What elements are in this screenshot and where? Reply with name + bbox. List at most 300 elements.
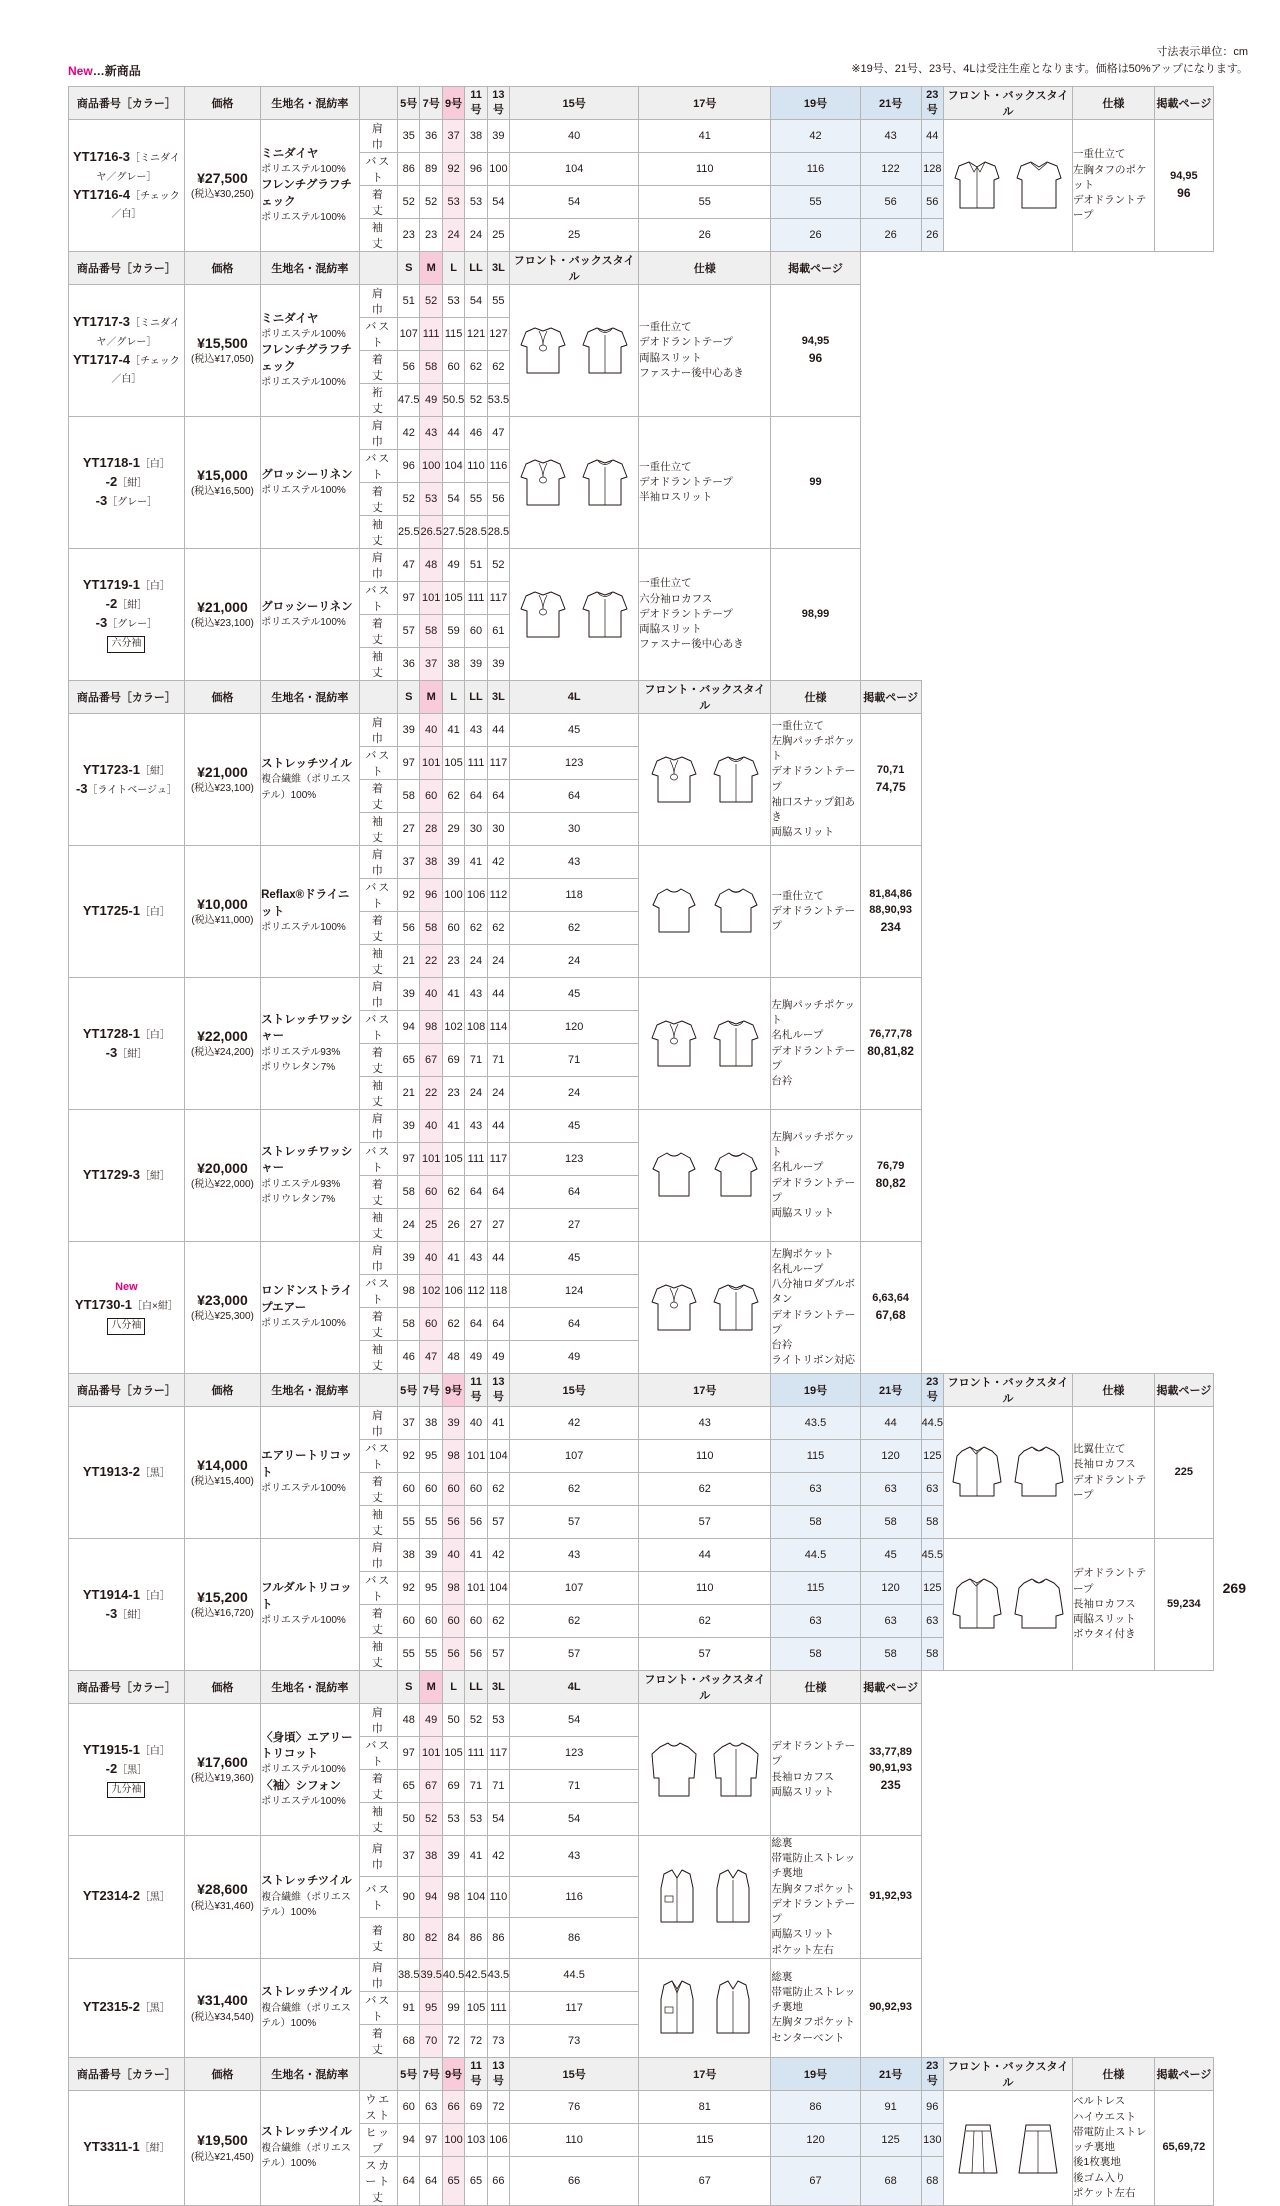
measure-label: 肩 巾 xyxy=(359,1242,397,1275)
page-ref[interactable]: 94,95 xyxy=(801,334,830,347)
page-ref[interactable]: 225 xyxy=(1174,1465,1194,1478)
spec-cell xyxy=(639,285,771,417)
fabric-cell xyxy=(261,2090,359,2205)
measure-value: 120 xyxy=(860,1572,921,1605)
code-cell xyxy=(69,1110,185,1242)
fabric-entry: フレンチグラフチェック ポリエステル100% xyxy=(261,344,352,389)
page-ref[interactable]: 76,79 xyxy=(876,1159,905,1172)
measure-value: 63 xyxy=(921,1605,943,1638)
measure-value: 60 xyxy=(442,912,464,945)
page-cell xyxy=(771,549,860,681)
measure-value: 115 xyxy=(639,2123,771,2156)
header-style: フロント・バックスタイル xyxy=(639,681,771,714)
table-row xyxy=(69,549,1214,582)
product-code: YT1728-1［白］ xyxy=(82,1025,170,1041)
table-row xyxy=(69,1110,1214,1143)
measure-value: 55 xyxy=(639,186,771,219)
header-size: 13号 xyxy=(487,2057,509,2090)
header-fabric: 生地名・混紡率 xyxy=(261,1671,359,1704)
page-ref[interactable]: 80,82 xyxy=(875,1175,906,1190)
measure-value: 23 xyxy=(420,219,442,252)
measure-value: 110 xyxy=(639,153,771,186)
measure-value: 120 xyxy=(771,2123,860,2156)
measure-value: 64 xyxy=(487,1308,509,1341)
measure-value: 56 xyxy=(487,483,509,516)
page-ref[interactable]: 90,91,93 xyxy=(869,1761,913,1774)
measure-value: 27 xyxy=(487,1209,509,1242)
page-cell xyxy=(771,285,860,417)
measure-value: 96 xyxy=(420,879,442,912)
measure-value: 53 xyxy=(465,1803,487,1836)
style-illustration xyxy=(639,1836,771,1959)
header-size: 21号 xyxy=(860,1374,921,1407)
spec-item: ライトリボン対応 xyxy=(771,1354,856,1367)
measure-value: 100 xyxy=(442,2123,464,2156)
header-style: フロント・バックスタイル xyxy=(944,2057,1073,2090)
measure-value: 49 xyxy=(465,1341,487,1374)
page-ref[interactable]: 67,68 xyxy=(875,1307,906,1322)
product-code: YT1914-1［白］ xyxy=(82,1586,170,1602)
measure-value: 62 xyxy=(487,912,509,945)
measure-label: 袖 丈 xyxy=(359,648,397,681)
measure-value: 62 xyxy=(465,351,487,384)
page-cell xyxy=(1154,1407,1213,1539)
measure-label: 着 丈 xyxy=(359,1044,397,1077)
sleeve-badge: 八分袖 xyxy=(107,1318,145,1335)
page-ref[interactable]: 96 xyxy=(808,350,823,365)
measure-value: 101 xyxy=(465,1572,487,1605)
measure-value: 37 xyxy=(398,1836,420,1877)
measure-value: 45 xyxy=(510,1242,639,1275)
spec-item: 台衿 xyxy=(771,1074,793,1087)
style-illustration xyxy=(510,417,639,549)
page-ref[interactable]: 90,92,93 xyxy=(869,2000,913,2013)
measure-value: 39 xyxy=(487,120,509,153)
spec-cell xyxy=(639,549,771,681)
measure-value: 111 xyxy=(465,582,487,615)
measure-value: 24 xyxy=(465,219,487,252)
measure-value: 55 xyxy=(420,1506,442,1539)
measure-value: 71 xyxy=(510,1770,639,1803)
header-size: S xyxy=(398,681,420,714)
fabric-entry: ロンドンストライプエアー ポリエステル100% xyxy=(261,1285,353,1330)
measure-value: 107 xyxy=(510,1440,639,1473)
measure-value: 53 xyxy=(420,483,442,516)
measure-value: 117 xyxy=(487,747,509,780)
page-cell xyxy=(860,1242,921,1374)
measure-value: 61 xyxy=(487,615,509,648)
spec-item: デオドラントテープ xyxy=(639,607,733,620)
measure-value: 86 xyxy=(465,1917,487,1958)
measure-value: 24 xyxy=(465,945,487,978)
measure-label: バスト xyxy=(359,1876,397,1917)
measure-value: 117 xyxy=(487,1737,509,1770)
measure-label: 裄 丈 xyxy=(359,384,397,417)
measure-value: 55 xyxy=(771,186,860,219)
measure-value: 91 xyxy=(398,1991,420,2024)
measure-value: 60 xyxy=(442,1473,464,1506)
table-row xyxy=(69,1836,1214,1877)
measure-label: 着 丈 xyxy=(359,351,397,384)
price-cell: ¥27,500 (税込¥30,250) xyxy=(184,120,260,252)
measure-value: 90 xyxy=(398,1876,420,1917)
measure-value: 105 xyxy=(442,1737,464,1770)
header-spec: 仕様 xyxy=(1072,87,1154,120)
measure-label: 袖 丈 xyxy=(359,1077,397,1110)
measure-value: 27 xyxy=(398,813,420,846)
measure-value: 39 xyxy=(442,846,464,879)
price-cell: ¥22,000 (税込¥24,200) xyxy=(184,978,260,1110)
spec-cell xyxy=(771,846,860,978)
measure-value: 42 xyxy=(510,1407,639,1440)
measure-value: 98 xyxy=(442,1572,464,1605)
measure-value: 106 xyxy=(465,879,487,912)
spec-item: 長袖ロカフス xyxy=(1072,1597,1136,1610)
measure-value: 86 xyxy=(510,1917,639,1958)
spec-item: 左胸タフポケット xyxy=(771,1882,855,1895)
measure-value: 66 xyxy=(510,2156,639,2205)
measure-value: 50 xyxy=(398,1803,420,1836)
spec-item: 一重仕立て xyxy=(639,460,692,473)
measure-value: 41 xyxy=(442,1110,464,1143)
page-ref[interactable]: 234 xyxy=(880,919,901,934)
fabric-cell xyxy=(261,1539,359,1671)
measure-value: 40.5 xyxy=(442,1958,464,1991)
code-cell xyxy=(69,285,185,417)
spec-item: ポケット左右 xyxy=(771,1943,834,1956)
measure-value: 45 xyxy=(510,978,639,1011)
measure-value: 53 xyxy=(442,1803,464,1836)
header-size: S xyxy=(398,252,420,285)
code-cell xyxy=(69,1958,185,2057)
spec-item: 帯電防止ストレッチ裏地 xyxy=(1072,2125,1147,2154)
measure-label: 着 丈 xyxy=(359,1917,397,1958)
measure-value: 57 xyxy=(510,1638,639,1671)
header-size: 11号 xyxy=(465,1374,487,1407)
header-size: M xyxy=(420,252,442,285)
measure-label: スカート丈 xyxy=(359,2156,397,2205)
style-illustration xyxy=(639,714,771,846)
measure-value: 51 xyxy=(465,549,487,582)
measure-value: 128 xyxy=(921,153,943,186)
measure-value: 53 xyxy=(442,186,464,219)
page-ref[interactable]: 96 xyxy=(1177,185,1191,200)
header-code: 商品番号［カラー］ xyxy=(69,1671,185,1704)
measure-value: 123 xyxy=(510,1737,639,1770)
measure-value: 68 xyxy=(921,2156,943,2205)
measure-value: 73 xyxy=(510,2024,639,2057)
page-ref[interactable]: 91,92,93 xyxy=(869,1889,913,1902)
measure-value: 49 xyxy=(442,549,464,582)
measure-value: 30 xyxy=(465,813,487,846)
measure-value: 97 xyxy=(420,2123,442,2156)
measure-value: 65 xyxy=(398,1770,420,1803)
page-ref[interactable]: 33,77,89 xyxy=(869,1745,913,1758)
measure-value: 80 xyxy=(398,1917,420,1958)
measure-label: バスト xyxy=(359,318,397,351)
style-illustration xyxy=(639,1242,771,1374)
measure-value: 65 xyxy=(442,2156,464,2205)
page-ref[interactable]: 59,234 xyxy=(1167,1597,1201,1610)
spec-item: 両脇スリット xyxy=(771,826,834,839)
measure-value: 43 xyxy=(510,1539,639,1572)
measure-value: 125 xyxy=(921,1440,943,1473)
measure-value: 38 xyxy=(442,648,464,681)
measure-value: 115 xyxy=(442,318,464,351)
measure-value: 55 xyxy=(398,1638,420,1671)
measure-value: 110 xyxy=(510,2123,639,2156)
measure-value: 40 xyxy=(465,1407,487,1440)
fabric-entry: フレンチグラフチェック ポリエステル100% xyxy=(261,179,352,224)
fabric-entry: ストレッチツイル 複合繊維（ポリエステル）100% xyxy=(261,2126,352,2169)
page-cell xyxy=(860,1958,921,2057)
measure-value: 44 xyxy=(487,1110,509,1143)
fabric-cell xyxy=(261,549,359,681)
measure-value: 67 xyxy=(639,2156,771,2205)
measure-value: 60 xyxy=(420,1176,442,1209)
measure-value: 64 xyxy=(487,780,509,813)
measure-value: 24 xyxy=(487,945,509,978)
measure-value: 51 xyxy=(398,285,420,318)
measure-value: 22 xyxy=(420,1077,442,1110)
measure-label: 肩 巾 xyxy=(359,978,397,1011)
product-code: YT1723-1［紺］ xyxy=(82,761,170,777)
spec-item: デオドラントテープ xyxy=(1072,1473,1147,1501)
page-cell xyxy=(860,1110,921,1242)
table-row xyxy=(69,285,1214,318)
measure-value: 47 xyxy=(487,417,509,450)
measure-value: 124 xyxy=(510,1275,639,1308)
page-ref[interactable]: 80,81,82 xyxy=(867,1043,914,1058)
measure-value: 41 xyxy=(639,120,771,153)
page-ref[interactable]: 76,77,78 xyxy=(869,1027,913,1040)
measure-value: 81 xyxy=(639,2090,771,2123)
header-measure-blank xyxy=(359,1671,397,1704)
measure-value: 92 xyxy=(398,1440,420,1473)
measure-value: 60 xyxy=(420,1308,442,1341)
header-size: 4L xyxy=(510,681,639,714)
measure-value: 49 xyxy=(510,1341,639,1374)
product-code: YT1913-2［黒］ xyxy=(82,1464,170,1480)
measure-value: 54 xyxy=(465,285,487,318)
measure-value: 63 xyxy=(860,1605,921,1638)
product-code: -2［紺］ xyxy=(105,474,148,490)
measure-value: 38 xyxy=(420,846,442,879)
measure-value: 22 xyxy=(420,945,442,978)
page-ref[interactable]: 98,99 xyxy=(801,607,830,620)
measure-value: 56 xyxy=(860,186,921,219)
header-size: 3L xyxy=(487,1671,509,1704)
measure-value: 58 xyxy=(921,1506,943,1539)
measure-value: 86 xyxy=(771,2090,860,2123)
measure-label: 着 丈 xyxy=(359,483,397,516)
spec-item: 一重仕立て xyxy=(639,577,692,590)
page-ref[interactable]: 65,69,72 xyxy=(1162,2140,1206,2153)
measure-value: 104 xyxy=(465,1876,487,1917)
measure-value: 52 xyxy=(420,285,442,318)
measure-value: 45 xyxy=(510,714,639,747)
measure-label: バスト xyxy=(359,879,397,912)
measure-value: 43.5 xyxy=(771,1407,860,1440)
fabric-cell xyxy=(261,1110,359,1242)
measure-value: 110 xyxy=(465,450,487,483)
measure-value: 41 xyxy=(442,714,464,747)
fabric-cell xyxy=(261,714,359,846)
measure-value: 56 xyxy=(398,912,420,945)
measure-label: 肩 巾 xyxy=(359,1110,397,1143)
style-illustration xyxy=(944,1407,1073,1539)
measure-value: 58 xyxy=(921,1638,943,1671)
measure-label: 肩 巾 xyxy=(359,549,397,582)
measure-value: 115 xyxy=(771,1440,860,1473)
measure-value: 58 xyxy=(771,1638,860,1671)
measure-label: 肩 巾 xyxy=(359,1704,397,1737)
measure-value: 46 xyxy=(465,417,487,450)
measure-value: 52 xyxy=(398,483,420,516)
measure-label: 袖 丈 xyxy=(359,219,397,252)
measure-value: 62 xyxy=(487,1605,509,1638)
measure-value: 106 xyxy=(442,1275,464,1308)
measure-label: バスト xyxy=(359,153,397,186)
measure-value: 44 xyxy=(487,1242,509,1275)
measure-value: 48 xyxy=(398,1704,420,1737)
header-fabric: 生地名・混紡率 xyxy=(261,1374,359,1407)
page-ref[interactable]: 74,75 xyxy=(875,779,906,794)
measure-value: 54 xyxy=(510,1704,639,1737)
product-code: YT1725-1［白］ xyxy=(82,903,170,919)
measure-label: 肩 巾 xyxy=(359,714,397,747)
spec-item: 左胸パッチポケット xyxy=(771,1130,855,1159)
page-ref[interactable]: 94,95 xyxy=(1170,169,1198,182)
product-code: YT1716-3［ミニダイヤ／グレー］ xyxy=(72,148,180,183)
measure-value: 40 xyxy=(510,120,639,153)
measure-value: 116 xyxy=(510,1876,639,1917)
spec-item: 袖口スナップ釦あき xyxy=(771,795,855,823)
product-code: YT1718-1［白］ xyxy=(82,455,170,471)
measure-label: ウエスト xyxy=(359,2090,397,2123)
spec-item: 八分袖ロダブルボタン xyxy=(771,1278,855,1306)
price-cell: ¥31,400 (税込¥34,540) xyxy=(184,1958,260,2057)
spec-item: 左胸ポケット xyxy=(771,1247,834,1260)
measure-value: 98 xyxy=(398,1275,420,1308)
measure-value: 50 xyxy=(442,1704,464,1737)
fabric-entry: ストレッチツイル 複合繊維（ポリエステル）100% xyxy=(261,1986,352,2029)
spec-item: 一重仕立て xyxy=(1072,148,1126,161)
table-row xyxy=(69,1407,1214,1440)
measure-value: 62 xyxy=(510,1605,639,1638)
table-row xyxy=(69,2090,1214,2123)
page-cell xyxy=(1154,120,1213,252)
page-ref[interactable]: 88,90,93 xyxy=(869,903,913,916)
code-cell xyxy=(69,417,185,549)
page-ref[interactable]: 6,63,64 xyxy=(872,1291,909,1304)
measure-value: 105 xyxy=(442,582,464,615)
measure-value: 30 xyxy=(487,813,509,846)
measure-value: 94 xyxy=(420,1876,442,1917)
measure-value: 53.5 xyxy=(487,384,509,417)
code-cell xyxy=(69,1704,185,1836)
product-code: -3［紺］ xyxy=(105,1044,148,1060)
measure-value: 102 xyxy=(420,1275,442,1308)
page-ref[interactable]: 70,71 xyxy=(876,763,905,776)
product-code: YT1719-1［白］ xyxy=(82,577,170,593)
table-row xyxy=(69,714,1214,747)
header-code: 商品番号［カラー］ xyxy=(69,1374,185,1407)
style-illustration xyxy=(944,120,1073,252)
measure-value: 62 xyxy=(510,1473,639,1506)
header-style: フロント・バックスタイル xyxy=(510,252,639,285)
spec-item: デオドラントテープ xyxy=(771,1176,856,1204)
page-cell xyxy=(860,978,921,1110)
measure-value: 53 xyxy=(442,285,464,318)
spec-item: デオドラントテープ xyxy=(771,904,856,933)
measure-value: 66 xyxy=(487,2156,509,2205)
measure-value: 58 xyxy=(420,351,442,384)
measure-value: 38 xyxy=(420,1836,442,1877)
code-cell xyxy=(69,1836,185,1959)
price-cell: ¥17,600 (税込¥19,360) xyxy=(184,1704,260,1836)
measure-value: 58 xyxy=(398,1308,420,1341)
header-size: 9号 xyxy=(442,1374,464,1407)
measure-value: 27 xyxy=(510,1209,639,1242)
measure-value: 102 xyxy=(442,1011,464,1044)
page-cell xyxy=(860,1836,921,1959)
measure-value: 123 xyxy=(510,747,639,780)
measure-value: 42.5 xyxy=(465,1958,487,1991)
measure-value: 45 xyxy=(510,1110,639,1143)
measure-value: 59 xyxy=(442,615,464,648)
measure-value: 55 xyxy=(465,483,487,516)
measure-value: 35 xyxy=(398,120,420,153)
measure-value: 65 xyxy=(398,1044,420,1077)
page-ref[interactable]: 81,84,86 xyxy=(869,887,913,900)
measure-value: 38 xyxy=(465,120,487,153)
header-page: 掲載ページ xyxy=(860,1671,921,1704)
code-cell xyxy=(69,846,185,978)
fabric-cell xyxy=(261,120,359,252)
measure-label: 肩 巾 xyxy=(359,1539,397,1572)
measure-value: 105 xyxy=(465,1991,487,2024)
header-size: 19号 xyxy=(771,2057,860,2090)
table-row xyxy=(69,1242,1214,1275)
header-price: 価格 xyxy=(184,2057,260,2090)
measure-label: 袖 丈 xyxy=(359,813,397,846)
style-illustration xyxy=(944,1539,1073,1671)
header-fabric: 生地名・混紡率 xyxy=(261,252,359,285)
measure-value: 26 xyxy=(442,1209,464,1242)
page-ref[interactable]: 235 xyxy=(880,1777,901,1792)
spec-item: 左胸パッチポケット xyxy=(771,998,855,1027)
page-ref[interactable]: 99 xyxy=(809,475,822,488)
measure-value: 60 xyxy=(420,1605,442,1638)
measure-value: 99 xyxy=(442,1991,464,2024)
spec-item: ハイウエスト xyxy=(1072,2110,1136,2123)
product-code: YT1717-3［ミニダイヤ／グレー］ xyxy=(72,313,180,348)
measure-value: 41 xyxy=(465,1836,487,1877)
measure-value: 21 xyxy=(398,1077,420,1110)
measure-value: 107 xyxy=(510,1572,639,1605)
measure-value: 27 xyxy=(465,1209,487,1242)
measure-value: 62 xyxy=(442,1176,464,1209)
measure-value: 52 xyxy=(465,1704,487,1737)
style-illustration xyxy=(944,2090,1073,2205)
measure-value: 56 xyxy=(442,1638,464,1671)
measure-label: バスト xyxy=(359,1440,397,1473)
style-illustration xyxy=(639,846,771,978)
measure-value: 39 xyxy=(398,978,420,1011)
measure-value: 25 xyxy=(420,1209,442,1242)
measure-value: 91 xyxy=(860,2090,921,2123)
